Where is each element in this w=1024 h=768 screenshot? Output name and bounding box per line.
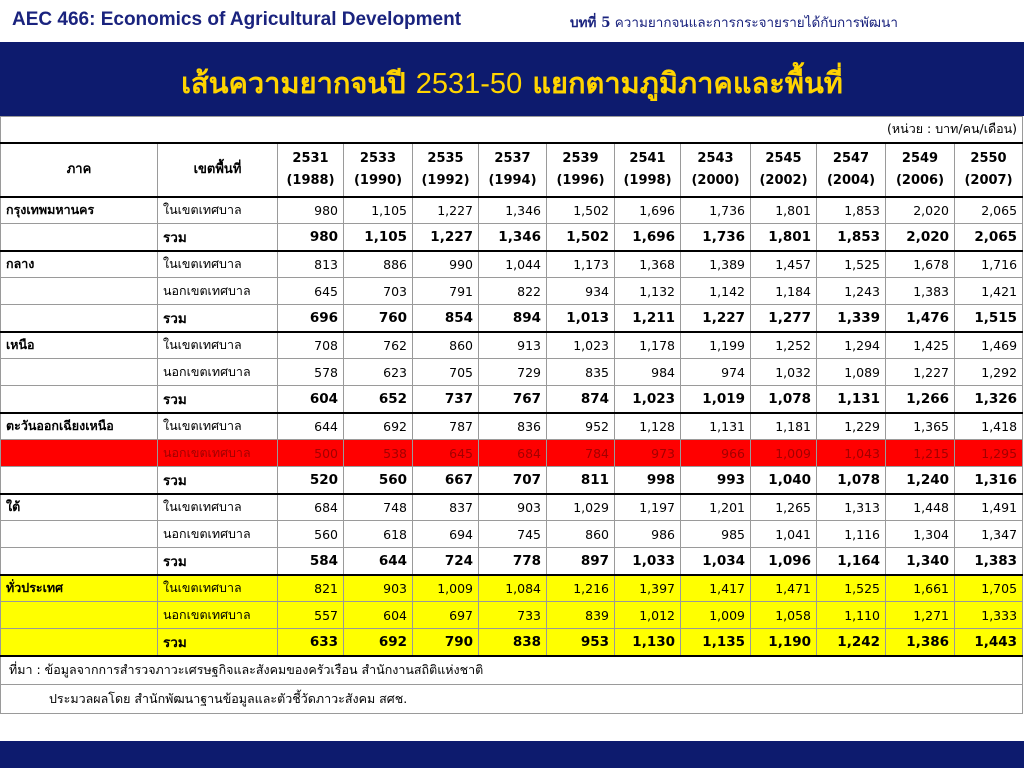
value-cell: 1,696 bbox=[615, 224, 681, 251]
value-cell: 1,078 bbox=[817, 467, 886, 494]
value-cell: 787 bbox=[413, 413, 479, 440]
value-cell: 1,023 bbox=[615, 386, 681, 413]
value-cell: 737 bbox=[413, 386, 479, 413]
value-cell: 1,418 bbox=[955, 413, 1023, 440]
slide-title bbox=[0, 60, 1024, 106]
value-cell: 1,491 bbox=[955, 494, 1023, 521]
region-cell bbox=[1, 440, 158, 467]
value-cell: 1,105 bbox=[344, 197, 413, 224]
source-row bbox=[1, 656, 1023, 685]
year-gregorian: (2006) bbox=[895, 172, 945, 188]
value-cell: 1,058 bbox=[751, 602, 817, 629]
title-prefix: เส้นความยากจนปี bbox=[181, 66, 406, 100]
value-cell: 903 bbox=[479, 494, 547, 521]
value-cell: 1,502 bbox=[547, 197, 615, 224]
table-row bbox=[1, 332, 1023, 359]
value-cell: 1,227 bbox=[413, 197, 479, 224]
year-gregorian: (2002) bbox=[759, 172, 808, 188]
value-cell: 708 bbox=[278, 332, 344, 359]
value-cell: 1,383 bbox=[886, 278, 955, 305]
year-gregorian: (2004) bbox=[826, 172, 876, 188]
region-name: กรุงเทพมหานคร bbox=[1, 197, 158, 224]
value-cell: 1,271 bbox=[886, 602, 955, 629]
value-cell: 762 bbox=[344, 332, 413, 359]
value-cell: 1,131 bbox=[817, 386, 886, 413]
region-name: ใต้ bbox=[1, 494, 158, 521]
value-cell: 860 bbox=[413, 332, 479, 359]
value-cell: 1,216 bbox=[547, 575, 615, 602]
value-cell: 1,211 bbox=[615, 305, 681, 332]
value-cell: 1,227 bbox=[413, 224, 479, 251]
value-cell: 1,277 bbox=[751, 305, 817, 332]
value-cell: 538 bbox=[344, 440, 413, 467]
value-cell: 790 bbox=[413, 629, 479, 656]
value-cell: 618 bbox=[344, 521, 413, 548]
value-cell: 1,417 bbox=[681, 575, 751, 602]
value-cell: 980 bbox=[278, 224, 344, 251]
table-row bbox=[1, 197, 1023, 224]
value-cell: 1,142 bbox=[681, 278, 751, 305]
year-thai: 2541 bbox=[629, 150, 666, 166]
value-cell: 1,853 bbox=[817, 224, 886, 251]
value-cell: 1,096 bbox=[751, 548, 817, 575]
value-cell: 707 bbox=[479, 467, 547, 494]
value-cell: 1,227 bbox=[886, 359, 955, 386]
value-cell: 1,084 bbox=[479, 575, 547, 602]
value-cell: 1,178 bbox=[615, 332, 681, 359]
year-gregorian: (1990) bbox=[353, 172, 403, 188]
area-name: รวม bbox=[158, 548, 278, 575]
year-thai: 2533 bbox=[359, 150, 397, 166]
table-row bbox=[1, 575, 1023, 602]
value-cell: 644 bbox=[344, 548, 413, 575]
value-cell: 778 bbox=[479, 548, 547, 575]
area-name: ในเขตเทศบาล bbox=[158, 575, 278, 602]
region-cell bbox=[1, 224, 158, 251]
value-cell: 652 bbox=[344, 386, 413, 413]
value-cell: 748 bbox=[344, 494, 413, 521]
value-cell: 1,110 bbox=[817, 602, 886, 629]
value-cell: 1,181 bbox=[751, 413, 817, 440]
value-cell: 1,736 bbox=[681, 224, 751, 251]
area-name: ในเขตเทศบาล bbox=[158, 197, 278, 224]
value-cell: 1,304 bbox=[886, 521, 955, 548]
value-cell: 692 bbox=[344, 413, 413, 440]
value-cell: 1,801 bbox=[751, 197, 817, 224]
column-header-year bbox=[344, 143, 413, 197]
value-cell: 1,292 bbox=[955, 359, 1023, 386]
value-cell: 1,009 bbox=[413, 575, 479, 602]
table-row bbox=[1, 359, 1023, 386]
table-row bbox=[1, 467, 1023, 494]
value-cell: 560 bbox=[344, 467, 413, 494]
value-cell: 1,044 bbox=[479, 251, 547, 278]
unit-label: (หน่วย : บาท/คน/เดือน) bbox=[1, 117, 1023, 143]
year-thai: 2543 bbox=[697, 150, 734, 166]
table-row bbox=[1, 386, 1023, 413]
value-cell: 974 bbox=[681, 359, 751, 386]
value-cell: 952 bbox=[547, 413, 615, 440]
value-cell: 1,515 bbox=[955, 305, 1023, 332]
chapter-label: บทที่ 5 bbox=[570, 15, 611, 31]
value-cell: 1,184 bbox=[751, 278, 817, 305]
value-cell: 953 bbox=[547, 629, 615, 656]
year-thai: 2537 bbox=[494, 150, 531, 166]
value-cell: 1,294 bbox=[817, 332, 886, 359]
value-cell: 1,128 bbox=[615, 413, 681, 440]
year-gregorian: (1988) bbox=[286, 172, 335, 188]
region-cell bbox=[1, 521, 158, 548]
table-row bbox=[1, 548, 1023, 575]
value-cell: 1,013 bbox=[547, 305, 615, 332]
table-row bbox=[1, 440, 1023, 467]
footer-band bbox=[0, 741, 1024, 768]
value-cell: 729 bbox=[479, 359, 547, 386]
value-cell: 1,716 bbox=[955, 251, 1023, 278]
value-cell: 2,020 bbox=[886, 224, 955, 251]
region-cell bbox=[1, 602, 158, 629]
value-cell: 604 bbox=[344, 602, 413, 629]
value-cell: 604 bbox=[278, 386, 344, 413]
value-cell: 813 bbox=[278, 251, 344, 278]
value-cell: 1,040 bbox=[751, 467, 817, 494]
value-cell: 1,326 bbox=[955, 386, 1023, 413]
column-header-year bbox=[278, 143, 344, 197]
area-name: รวม bbox=[158, 386, 278, 413]
value-cell: 1,240 bbox=[886, 467, 955, 494]
chapter-heading bbox=[570, 11, 898, 33]
course-title: AEC 466: Economics of Agricultural Development bbox=[12, 9, 462, 30]
area-name: ในเขตเทศบาล bbox=[158, 251, 278, 278]
year-thai: 2549 bbox=[901, 150, 939, 166]
value-cell: 1,386 bbox=[886, 629, 955, 656]
value-cell: 1,265 bbox=[751, 494, 817, 521]
value-cell: 984 bbox=[615, 359, 681, 386]
value-cell: 1,347 bbox=[955, 521, 1023, 548]
value-cell: 1,116 bbox=[817, 521, 886, 548]
value-cell: 837 bbox=[413, 494, 479, 521]
area-name: นอกเขตเทศบาล bbox=[158, 359, 278, 386]
value-cell: 1,032 bbox=[751, 359, 817, 386]
value-cell: 791 bbox=[413, 278, 479, 305]
value-cell: 860 bbox=[547, 521, 615, 548]
region-cell bbox=[1, 629, 158, 656]
value-cell: 836 bbox=[479, 413, 547, 440]
area-name: ในเขตเทศบาล bbox=[158, 332, 278, 359]
value-cell: 1,029 bbox=[547, 494, 615, 521]
value-cell: 724 bbox=[413, 548, 479, 575]
value-cell: 1,201 bbox=[681, 494, 751, 521]
year-gregorian: (1996) bbox=[556, 172, 605, 188]
value-cell: 1,661 bbox=[886, 575, 955, 602]
value-cell: 623 bbox=[344, 359, 413, 386]
value-cell: 1,316 bbox=[955, 467, 1023, 494]
value-cell: 1,295 bbox=[955, 440, 1023, 467]
column-header-year bbox=[479, 143, 547, 197]
year-gregorian: (1998) bbox=[623, 172, 672, 188]
year-gregorian: (1994) bbox=[488, 172, 537, 188]
value-cell: 645 bbox=[413, 440, 479, 467]
value-cell: 913 bbox=[479, 332, 547, 359]
value-cell: 560 bbox=[278, 521, 344, 548]
value-cell: 520 bbox=[278, 467, 344, 494]
value-cell: 1,736 bbox=[681, 197, 751, 224]
value-cell: 1,105 bbox=[344, 224, 413, 251]
year-gregorian: (2000) bbox=[691, 172, 740, 188]
value-cell: 1,229 bbox=[817, 413, 886, 440]
value-cell: 980 bbox=[278, 197, 344, 224]
value-cell: 1,043 bbox=[817, 440, 886, 467]
value-cell: 998 bbox=[615, 467, 681, 494]
area-name: รวม bbox=[158, 629, 278, 656]
value-cell: 1,164 bbox=[817, 548, 886, 575]
value-cell: 985 bbox=[681, 521, 751, 548]
value-cell: 1,425 bbox=[886, 332, 955, 359]
value-cell: 1,502 bbox=[547, 224, 615, 251]
area-name: รวม bbox=[158, 467, 278, 494]
poverty-line-table bbox=[0, 116, 1023, 714]
column-header-year bbox=[413, 143, 479, 197]
value-cell: 973 bbox=[615, 440, 681, 467]
year-thai: 2535 bbox=[427, 150, 464, 166]
value-cell: 745 bbox=[479, 521, 547, 548]
source-row bbox=[1, 685, 1023, 714]
value-cell: 1,340 bbox=[886, 548, 955, 575]
value-cell: 2,065 bbox=[955, 224, 1023, 251]
value-cell: 1,457 bbox=[751, 251, 817, 278]
value-cell: 1,009 bbox=[681, 602, 751, 629]
value-cell: 1,130 bbox=[615, 629, 681, 656]
value-cell: 1,243 bbox=[817, 278, 886, 305]
table-row bbox=[1, 251, 1023, 278]
value-cell: 1,368 bbox=[615, 251, 681, 278]
column-header-year bbox=[955, 143, 1023, 197]
value-cell: 1,252 bbox=[751, 332, 817, 359]
area-name: นอกเขตเทศบาล bbox=[158, 521, 278, 548]
value-cell: 1,448 bbox=[886, 494, 955, 521]
source-note: ที่มา : ข้อมูลจากการสำรวจภาวะเศรษฐกิจและสังคมของครัวเรือน สำนักงานสถิติแห่งชาติ bbox=[1, 656, 1023, 685]
region-name: ทั่วประเทศ bbox=[1, 575, 158, 602]
column-header-year bbox=[681, 143, 751, 197]
value-cell: 703 bbox=[344, 278, 413, 305]
value-cell: 696 bbox=[278, 305, 344, 332]
column-header-region: ภาค bbox=[1, 143, 158, 197]
value-cell: 1,089 bbox=[817, 359, 886, 386]
value-cell: 697 bbox=[413, 602, 479, 629]
value-cell: 934 bbox=[547, 278, 615, 305]
value-cell: 1,199 bbox=[681, 332, 751, 359]
value-cell: 1,041 bbox=[751, 521, 817, 548]
value-cell: 1,696 bbox=[615, 197, 681, 224]
column-header-year bbox=[547, 143, 615, 197]
value-cell: 1,190 bbox=[751, 629, 817, 656]
region-cell bbox=[1, 305, 158, 332]
value-cell: 835 bbox=[547, 359, 615, 386]
column-header-year bbox=[751, 143, 817, 197]
area-name: นอกเขตเทศบาล bbox=[158, 602, 278, 629]
value-cell: 1,383 bbox=[955, 548, 1023, 575]
value-cell: 684 bbox=[278, 494, 344, 521]
value-cell: 1,197 bbox=[615, 494, 681, 521]
table-row bbox=[1, 224, 1023, 251]
region-name: ตะวันออกเฉียงเหนือ bbox=[1, 413, 158, 440]
value-cell: 2,065 bbox=[955, 197, 1023, 224]
value-cell: 897 bbox=[547, 548, 615, 575]
year-thai: 2547 bbox=[832, 150, 870, 166]
region-cell bbox=[1, 548, 158, 575]
area-name: นอกเขตเทศบาล bbox=[158, 278, 278, 305]
value-cell: 767 bbox=[479, 386, 547, 413]
value-cell: 1,678 bbox=[886, 251, 955, 278]
value-cell: 903 bbox=[344, 575, 413, 602]
value-cell: 1,397 bbox=[615, 575, 681, 602]
table-row bbox=[1, 602, 1023, 629]
year-thai: 2550 bbox=[970, 150, 1007, 166]
table-row bbox=[1, 278, 1023, 305]
area-name: รวม bbox=[158, 224, 278, 251]
value-cell: 1,469 bbox=[955, 332, 1023, 359]
value-cell: 1,313 bbox=[817, 494, 886, 521]
title-suffix: แยกตามภูมิภาคและพื้นที่ bbox=[532, 66, 843, 100]
value-cell: 1,173 bbox=[547, 251, 615, 278]
value-cell: 784 bbox=[547, 440, 615, 467]
value-cell: 990 bbox=[413, 251, 479, 278]
region-name: เหนือ bbox=[1, 332, 158, 359]
value-cell: 1,525 bbox=[817, 575, 886, 602]
value-cell: 684 bbox=[479, 440, 547, 467]
value-cell: 667 bbox=[413, 467, 479, 494]
value-cell: 694 bbox=[413, 521, 479, 548]
value-cell: 1,215 bbox=[886, 440, 955, 467]
value-cell: 1,135 bbox=[681, 629, 751, 656]
value-cell: 1,853 bbox=[817, 197, 886, 224]
year-thai: 2545 bbox=[765, 150, 802, 166]
value-cell: 584 bbox=[278, 548, 344, 575]
value-cell: 1,705 bbox=[955, 575, 1023, 602]
value-cell: 692 bbox=[344, 629, 413, 656]
value-cell: 633 bbox=[278, 629, 344, 656]
value-cell: 822 bbox=[479, 278, 547, 305]
value-cell: 838 bbox=[479, 629, 547, 656]
value-cell: 644 bbox=[278, 413, 344, 440]
region-name: กลาง bbox=[1, 251, 158, 278]
column-header-area: เขตพื้นที่ bbox=[158, 143, 278, 197]
value-cell: 705 bbox=[413, 359, 479, 386]
value-cell: 1,443 bbox=[955, 629, 1023, 656]
value-cell: 760 bbox=[344, 305, 413, 332]
value-cell: 1,421 bbox=[955, 278, 1023, 305]
value-cell: 1,471 bbox=[751, 575, 817, 602]
region-cell bbox=[1, 386, 158, 413]
value-cell: 1,242 bbox=[817, 629, 886, 656]
header-row bbox=[1, 143, 1023, 197]
column-header-year bbox=[886, 143, 955, 197]
value-cell: 1,476 bbox=[886, 305, 955, 332]
title-band bbox=[0, 42, 1024, 116]
area-name: ในเขตเทศบาล bbox=[158, 494, 278, 521]
value-cell: 1,227 bbox=[681, 305, 751, 332]
value-cell: 1,033 bbox=[615, 548, 681, 575]
poverty-line-table-area bbox=[0, 116, 1024, 741]
value-cell: 811 bbox=[547, 467, 615, 494]
year-thai: 2531 bbox=[292, 150, 329, 166]
value-cell: 1,078 bbox=[751, 386, 817, 413]
year-thai: 2539 bbox=[562, 150, 599, 166]
value-cell: 1,365 bbox=[886, 413, 955, 440]
value-cell: 966 bbox=[681, 440, 751, 467]
area-name: ในเขตเทศบาล bbox=[158, 413, 278, 440]
table-row bbox=[1, 305, 1023, 332]
value-cell: 1,525 bbox=[817, 251, 886, 278]
value-cell: 557 bbox=[278, 602, 344, 629]
value-cell: 1,801 bbox=[751, 224, 817, 251]
value-cell: 821 bbox=[278, 575, 344, 602]
value-cell: 1,346 bbox=[479, 197, 547, 224]
column-header-year bbox=[615, 143, 681, 197]
value-cell: 2,020 bbox=[886, 197, 955, 224]
region-cell bbox=[1, 359, 158, 386]
value-cell: 1,034 bbox=[681, 548, 751, 575]
value-cell: 1,132 bbox=[615, 278, 681, 305]
value-cell: 645 bbox=[278, 278, 344, 305]
value-cell: 1,009 bbox=[751, 440, 817, 467]
year-gregorian: (2007) bbox=[964, 172, 1013, 188]
value-cell: 1,339 bbox=[817, 305, 886, 332]
slide-header bbox=[0, 0, 1024, 42]
table-row bbox=[1, 494, 1023, 521]
processed-by-note: ประมวลผลโดย สำนักพัฒนาฐานข้อมูลและตัวชี้วัดภาวะสังคม สศช. bbox=[1, 685, 1023, 714]
area-name: รวม bbox=[158, 305, 278, 332]
table-row bbox=[1, 629, 1023, 656]
value-cell: 733 bbox=[479, 602, 547, 629]
value-cell: 1,023 bbox=[547, 332, 615, 359]
table-row bbox=[1, 521, 1023, 548]
table-row bbox=[1, 413, 1023, 440]
value-cell: 839 bbox=[547, 602, 615, 629]
area-name: นอกเขตเทศบาล bbox=[158, 440, 278, 467]
value-cell: 874 bbox=[547, 386, 615, 413]
value-cell: 1,346 bbox=[479, 224, 547, 251]
value-cell: 1,389 bbox=[681, 251, 751, 278]
value-cell: 986 bbox=[615, 521, 681, 548]
value-cell: 1,266 bbox=[886, 386, 955, 413]
value-cell: 1,019 bbox=[681, 386, 751, 413]
year-gregorian: (1992) bbox=[421, 172, 470, 188]
unit-row bbox=[1, 117, 1023, 143]
value-cell: 1,012 bbox=[615, 602, 681, 629]
value-cell: 1,333 bbox=[955, 602, 1023, 629]
chapter-title: ความยากจนและการกระจายรายได้กับการพัฒนา bbox=[614, 15, 898, 31]
value-cell: 854 bbox=[413, 305, 479, 332]
value-cell: 886 bbox=[344, 251, 413, 278]
value-cell: 993 bbox=[681, 467, 751, 494]
value-cell: 578 bbox=[278, 359, 344, 386]
value-cell: 1,131 bbox=[681, 413, 751, 440]
column-header-year bbox=[817, 143, 886, 197]
title-years: 2531-50 bbox=[415, 68, 523, 100]
value-cell: 500 bbox=[278, 440, 344, 467]
region-cell bbox=[1, 467, 158, 494]
value-cell: 894 bbox=[479, 305, 547, 332]
region-cell bbox=[1, 278, 158, 305]
